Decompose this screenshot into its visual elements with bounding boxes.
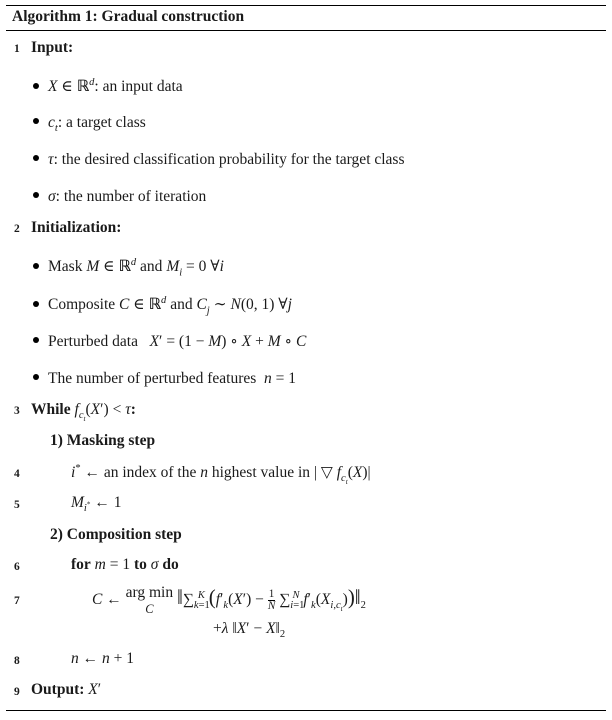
line-number-8: 8 bbox=[14, 655, 20, 667]
bullet-icon bbox=[33, 118, 39, 124]
line-number-9: 9 bbox=[14, 686, 20, 698]
input-item-x: X ∈ ℝ$^d$: an input data bbox=[33, 77, 183, 96]
bullet-icon bbox=[33, 337, 39, 343]
bullet-icon bbox=[33, 301, 39, 307]
bullet-icon bbox=[33, 155, 39, 161]
masking-step-heading: 1) Masking step bbox=[50, 432, 156, 449]
increment-line: n ← n + 1 bbox=[71, 650, 134, 667]
init-item-composite: Composite C ∈ ℝ$^d$ and $C_j$ ∼ N(0, 1) ∀j bbox=[33, 295, 292, 316]
title-rule bbox=[6, 30, 606, 31]
bottom-rule bbox=[6, 710, 606, 711]
input-item-sigma: σ: the number of iteration bbox=[33, 188, 206, 206]
input-heading: Input: bbox=[31, 39, 74, 56]
input-item-ct: $c_t$: a target class bbox=[33, 114, 146, 134]
for-loop-line: for m = 1 to σ do bbox=[71, 556, 179, 573]
line-number-4: 4 bbox=[14, 468, 20, 480]
output-line: Output: X′ bbox=[31, 681, 102, 698]
lambda-regularizer: +λ ‖X′ − $X‖_2$ bbox=[213, 620, 286, 641]
argmin-equation: C ← arg min C $‖\sum_{k=1}^K$ ($f'_k(X')$ − $\frac{1}{N}$ $\sum_{i=1}^N$ $f'_k(X_{i,c_t}))‖_2$ bbox=[92, 584, 366, 617]
init-item-mask: Mask M ∈ ℝ$^d$ and $M_i = 0$ ∀i bbox=[33, 257, 224, 278]
line-number-3: 3 bbox=[14, 405, 20, 417]
init-item-count: The number of perturbed features n = 1 bbox=[33, 370, 296, 388]
composition-step-heading: 2) Composition step bbox=[50, 526, 182, 543]
top-rule bbox=[6, 5, 606, 6]
line-number-1: 1 bbox=[14, 43, 20, 55]
bullet-icon bbox=[33, 263, 39, 269]
init-item-perturbed: Perturbed data X′ = (1 − M) ∘ X + M ∘ C bbox=[33, 332, 306, 351]
line-number-2: 2 bbox=[14, 223, 20, 235]
masking-index-line: i* ← an index of the n highest value in | ▽ $f_{c_t}(X)|$ bbox=[71, 463, 371, 487]
line-number-5: 5 bbox=[14, 499, 20, 511]
bullet-icon bbox=[33, 83, 39, 89]
algorithm-title: Algorithm 1: Gradual construction bbox=[12, 8, 245, 25]
initialization-heading: Initialization: bbox=[31, 219, 122, 236]
bullet-icon bbox=[33, 374, 39, 380]
line-number-6: 6 bbox=[14, 561, 20, 573]
bullet-icon bbox=[33, 192, 39, 198]
input-item-tau: τ: the desired classification probability for the target class bbox=[33, 151, 405, 169]
line-number-7: 7 bbox=[14, 595, 20, 607]
mask-assign-line: $M_{i^*}$ ← 1 bbox=[71, 494, 122, 515]
while-statement: While $f_{c_t}(X') < \tau$: bbox=[31, 401, 136, 424]
